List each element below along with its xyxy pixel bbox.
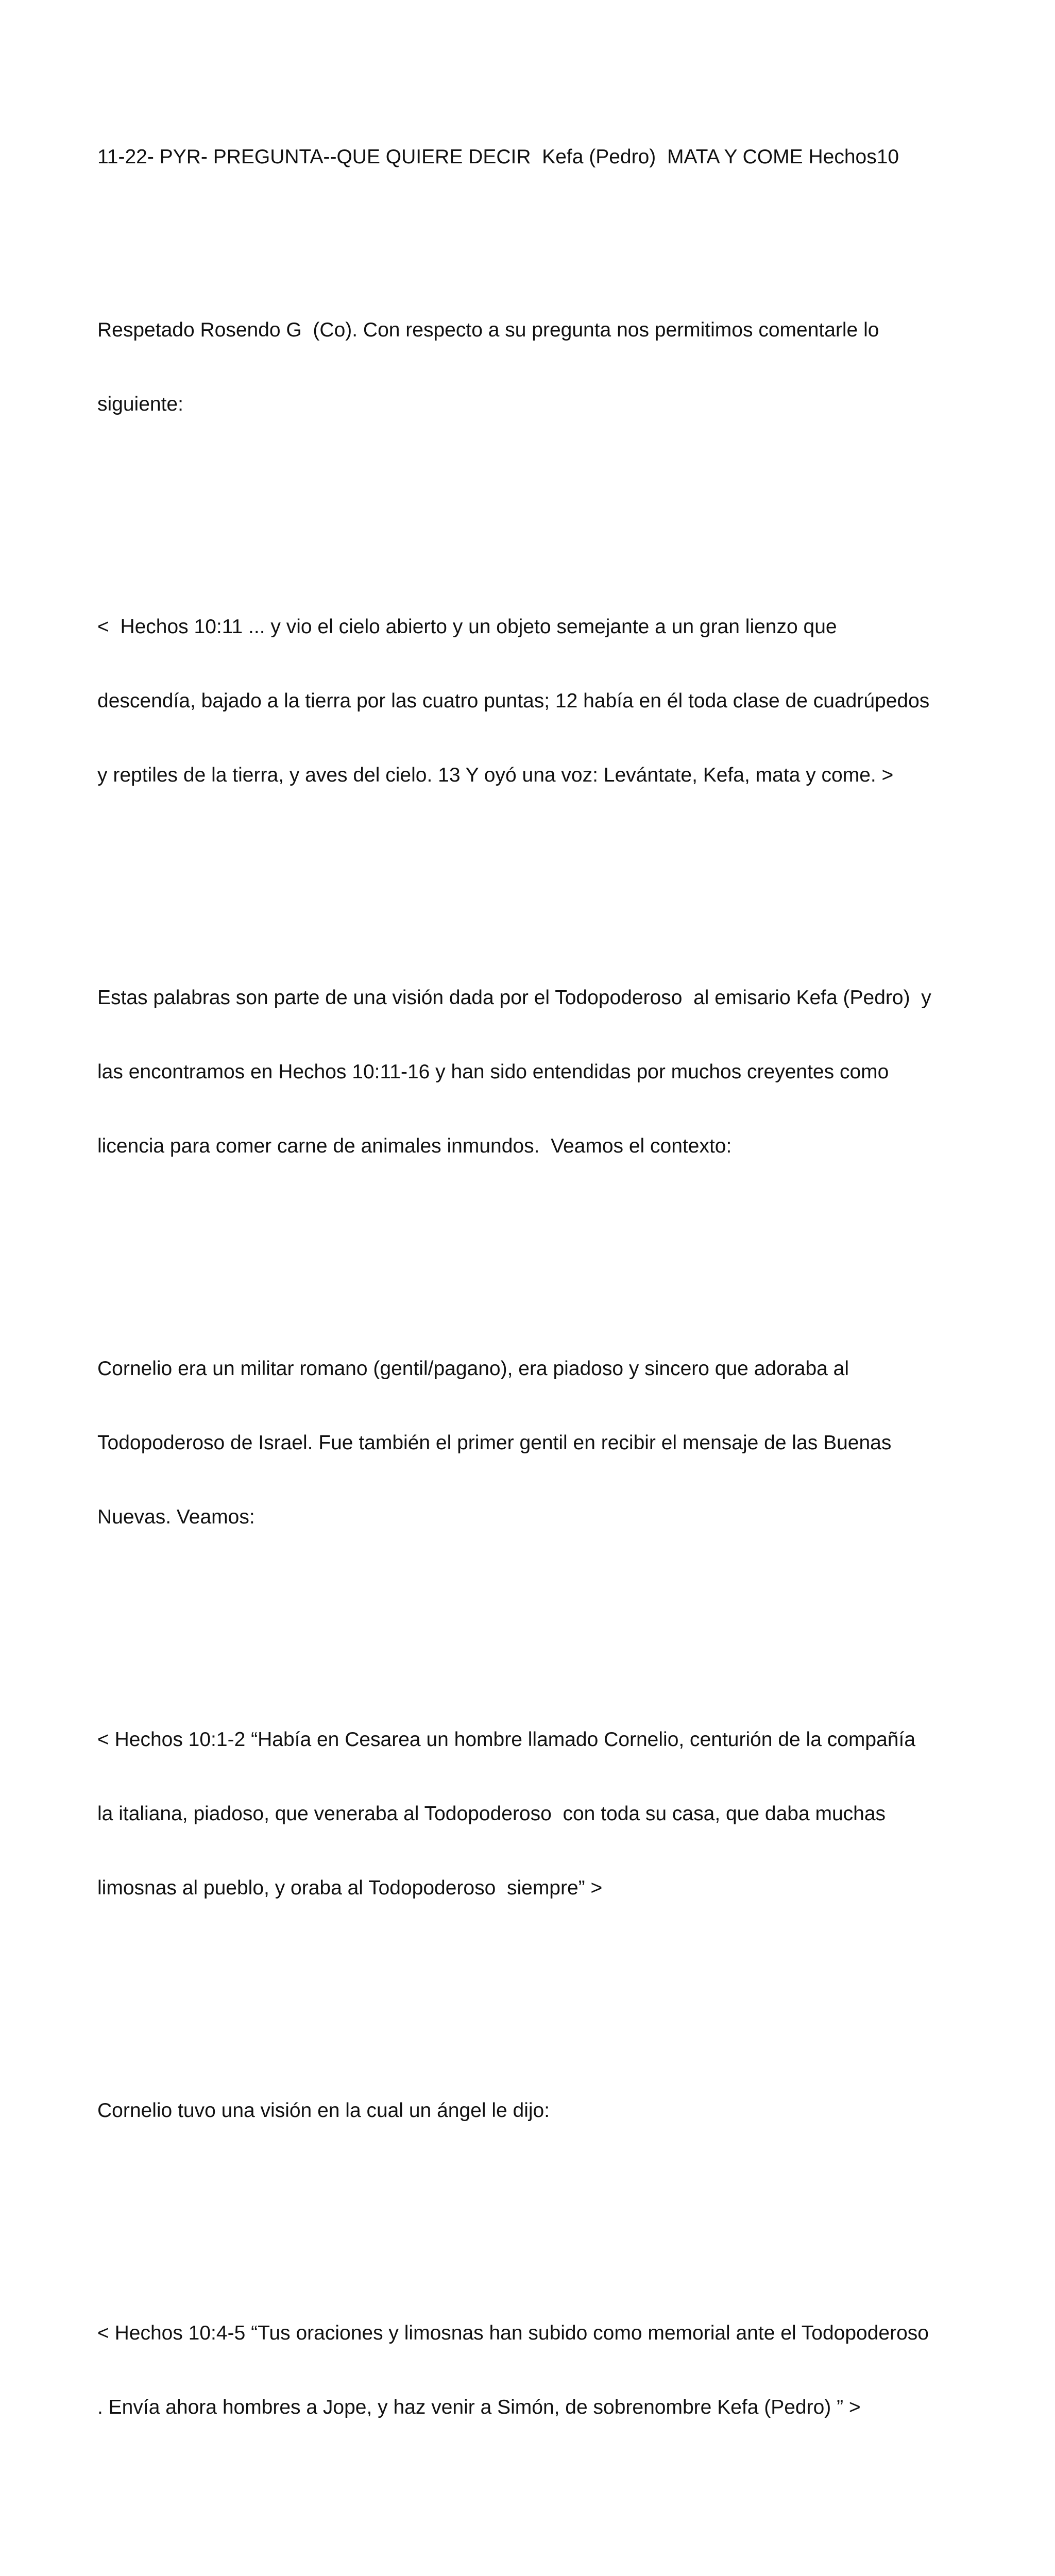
text-line: < Hechos 10:4-5 “Tus oraciones y limosnas han subido como memorial ante el Todopoderoso	[97, 2322, 929, 2344]
text-line: limosnas al pueblo, y oraba al Todopoderoso siempre” >	[97, 1877, 603, 1899]
text-line: Estas palabras son parte de una visión dada por el Todopoderoso al emisario Kefa (Pedro) y	[97, 987, 931, 1009]
text-line: Nuevas. Veamos:	[97, 1506, 255, 1528]
text-line: la italiana, piadoso, que veneraba al Todopoderoso con toda su casa, que daba muchas	[97, 1803, 886, 1825]
text-line: licencia para comer carne de animales inmundos. Veamos el contexto:	[97, 1135, 732, 1157]
text-line: Cornelio era un militar romano (gentil/pagano), era piadoso y sincero que adoraba al	[97, 1358, 849, 1380]
text-line: < Hechos 10:1-2 “Había en Cesarea un hombre llamado Cornelio, centurión de la compañía	[97, 1728, 916, 1751]
text-line: Respetado Rosendo G (Co). Con respecto a su pregunta nos permitimos comentarle lo	[97, 319, 879, 341]
document-page	[97, 95, 963, 2576]
text-line: Cornelio tuvo una visión en la cual un ángel le dijo:	[97, 2099, 550, 2122]
paragraph-quote-hechos-10-4	[97, 2272, 963, 2469]
paragraph-cornelio-vision	[97, 2049, 963, 2173]
text-line: y reptiles de la tierra, y aves del cielo. 13 Y oyó una voz: Levántate, Kefa, mata y come. >	[97, 764, 894, 786]
paragraph-cornelio	[97, 1307, 963, 1579]
paragraph-greeting	[97, 268, 963, 466]
paragraph-context	[97, 936, 963, 1208]
text-line: siguiente:	[97, 393, 183, 415]
text-line: descendía, bajado a la tierra por las cuatro puntas; 12 había en él toda clase de cuadrúpedos	[97, 690, 930, 712]
text-line: Todopoderoso de Israel. Fue también el primer gentil en recibir el mensaje de las Buenas	[97, 1432, 892, 1454]
text-line: < Hechos 10:11 ... y vio el cielo abierto y un objeto semejante a un gran lienzo que	[97, 616, 837, 638]
document-title: 11-22- PYR- PREGUNTA--QUE QUIERE DECIR Kefa (Pedro) MATA Y COME Hechos10	[97, 146, 899, 168]
paragraph-quote-hechos-10-1	[97, 1678, 963, 1950]
text-line: las encontramos en Hechos 10:11-16 y han sido entendidas por muchos creyentes como	[97, 1061, 889, 1083]
paragraph-kefa-vision	[97, 2568, 963, 2576]
paragraph-quote-hechos-10-11	[97, 565, 963, 837]
text-line: . Envía ahora hombres a Jope, y haz venir a Simón, de sobrenombre Kefa (Pedro) ” >	[97, 2396, 861, 2418]
